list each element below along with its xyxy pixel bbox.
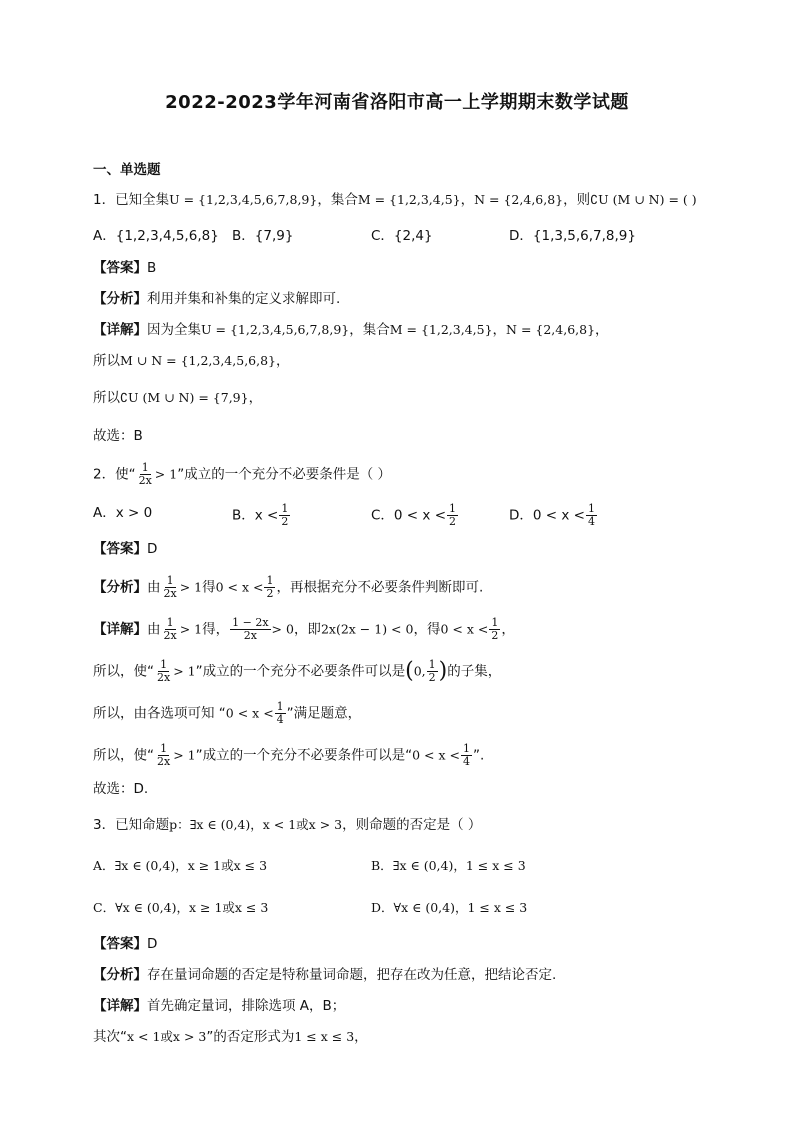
q2-detail-frac xyxy=(162,617,179,642)
frac-num: 1 xyxy=(166,616,174,629)
q2-interval-open: ( xyxy=(405,658,414,684)
q2-option-b-frac xyxy=(279,503,290,528)
q1-universal-set: U = {1,2,3,4,5,6,7,8,9} xyxy=(169,192,318,207)
q2-line3-text-2: ”满足题意， xyxy=(286,705,362,722)
q2-line2-text: 所以，使“ xyxy=(93,663,154,680)
frac-den: 2 xyxy=(428,671,436,684)
q2-detail-text-3: ，即 xyxy=(293,621,321,638)
q1-detail-line3 xyxy=(93,388,262,408)
q1-line3-text: 所以 xyxy=(93,390,120,406)
q2-line4-m: 0 < x < xyxy=(412,747,460,763)
q1-option-d: D．{1,3,5,6,7,8,9} xyxy=(509,228,636,244)
frac-den: 2x xyxy=(163,587,177,600)
q3-line2-m: x < 1或x > 3 xyxy=(127,1029,207,1044)
q3-stem-text: 3．已知命题 xyxy=(93,817,170,833)
frac-den: 4 xyxy=(587,515,595,528)
q2-line4-text-2: ”成立的一个充分不必要条件可以是“ xyxy=(195,747,413,764)
q2-detail-m3: 2x(2x − 1) < 0 xyxy=(320,621,414,637)
q2-line4-gt: > 1 xyxy=(173,747,196,763)
q2-line3-text: 所以，由各选项可知 “ xyxy=(93,705,226,722)
q1-detail-line2 xyxy=(93,351,290,371)
q2-analysis-m1: > 1 xyxy=(179,579,203,595)
q2-line2-gt: > 1 xyxy=(173,663,196,679)
q1-detail xyxy=(93,320,609,340)
q1-stem-sep: ， xyxy=(460,192,475,208)
answer-tag: 【答案】 xyxy=(93,541,147,557)
q3-option-c-text: C．∀x ∈ (0,4)，x ≥ 1或x ≤ 3 xyxy=(93,900,269,915)
q2-line4-frac xyxy=(155,743,172,768)
frac-den: 2x xyxy=(163,629,177,642)
answer-tag: 【答案】 xyxy=(93,936,147,952)
frac-num: 1 xyxy=(166,574,174,587)
q2-analysis-text: 由 xyxy=(147,579,161,596)
q3-option-a-text: A．∃x ∈ (0,4)，x ≥ 1或x ≤ 3 xyxy=(93,858,268,873)
q2-detail-sep: ， xyxy=(501,621,515,638)
q3-answer xyxy=(93,934,157,954)
q2-detail-frac2 xyxy=(230,617,270,642)
q1-detail-text-2: ，集合 xyxy=(349,322,390,338)
detail-tag: 【详解】 xyxy=(93,621,147,638)
q1-detail-set-m: M = {1,2,3,4,5} xyxy=(389,322,493,337)
frac-num: 1 xyxy=(160,658,168,671)
q3-line2-text: 其次“ xyxy=(93,1029,127,1045)
q2-answer-value: D xyxy=(147,541,158,557)
q3-stem-text-2: ，则命题的否定是（ ） xyxy=(342,817,482,833)
q2-line4-text: 所以，使“ xyxy=(93,747,154,764)
q2-line2-text-3: 的子集， xyxy=(447,663,502,680)
frac-den: 2x xyxy=(243,629,257,642)
q3-line2-sep: ， xyxy=(354,1029,368,1045)
q2-line4-quarter xyxy=(461,743,472,768)
q2-frac-den: 2x xyxy=(138,474,152,487)
section-heading: 一、单选题 xyxy=(93,162,161,178)
q1-option-b: B．{7,9} xyxy=(232,228,294,244)
frac-den: 2 xyxy=(266,587,274,600)
q2-analysis xyxy=(93,575,483,600)
q1-option-a: A．{1,2,3,4,5,6,8} xyxy=(93,228,219,244)
q3-detail xyxy=(93,996,345,1016)
q2-stem-text: 2．使“ xyxy=(93,466,136,483)
q3-line2-text-2: ”的否定形式为 xyxy=(206,1029,295,1045)
q2-stem xyxy=(93,462,391,487)
q2-line2-frac xyxy=(155,659,172,684)
frac-den: 4 xyxy=(276,713,284,726)
frac-den: 4 xyxy=(462,755,470,768)
q1-expression: ∁U (M ∪ N) = ( ) xyxy=(590,192,697,207)
frac-num: 1 xyxy=(491,616,499,629)
q2-detail-line4 xyxy=(93,743,484,768)
q2-option-d-frac xyxy=(586,503,597,528)
q2-option-d-text: D．0 < x < xyxy=(509,507,585,524)
q1-set-m: M = {1,2,3,4,5} xyxy=(357,192,461,207)
frac-den: 2 xyxy=(449,515,457,528)
frac-num: 1 xyxy=(281,502,289,515)
q2-detail xyxy=(93,617,515,642)
frac-den: 2x xyxy=(157,671,171,684)
q3-option-c xyxy=(93,898,268,918)
q2-fraction xyxy=(137,462,154,487)
detail-tag: 【详解】 xyxy=(93,322,147,338)
q2-answer xyxy=(93,539,157,559)
q2-option-b-text: B．x < xyxy=(232,507,279,524)
q2-option-a: A．x > 0 xyxy=(93,505,153,521)
q1-stem-text: 1．已知全集 xyxy=(93,192,170,208)
q2-frac-num: 1 xyxy=(141,461,149,474)
q3-option-b-text: B．∃x ∈ (0,4)，1 ≤ x ≤ 3 xyxy=(371,858,526,873)
q1-conclusion: 故选：B xyxy=(93,428,143,444)
frac-num: 1 xyxy=(587,502,595,515)
q1-set-n: N = {2,4,6,8} xyxy=(474,192,564,207)
q2-interval-close: ) xyxy=(438,658,448,684)
q3-analysis xyxy=(93,965,556,985)
q3-detail-line2 xyxy=(93,1027,368,1047)
q1-answer xyxy=(93,258,156,278)
q1-detail-text: 因为全集 xyxy=(147,322,201,338)
frac-den: 2 xyxy=(281,515,289,528)
q2-line2-text-2: ”成立的一个充分不必要条件可以是 xyxy=(195,663,406,680)
q1-line3-sep: ， xyxy=(248,390,263,406)
q1-option-c: C．{2,4} xyxy=(371,228,433,244)
q3-option-b xyxy=(371,856,526,876)
q1-detail-sep: ， xyxy=(492,322,507,338)
q2-interval-frac xyxy=(427,659,438,684)
q1-line2-text: 所以 xyxy=(93,353,120,369)
q2-detail-line2 xyxy=(93,659,501,684)
q1-complement: ∁U (M ∪ N) = {7,9} xyxy=(120,390,249,405)
frac-num: 1 xyxy=(462,742,470,755)
q2-detail-text-4: ，得 xyxy=(413,621,441,638)
q2-analysis-m2: 0 < x < xyxy=(215,579,264,595)
q3-analysis-text: 存在量词命题的否定是特称量词命题，把存在改为任意，把结论否定. xyxy=(147,967,557,983)
q3-detail-text: 首先确定量词，排除选项 A，B； xyxy=(147,998,346,1014)
q3-line2-m2: 1 ≤ x ≤ 3 xyxy=(294,1029,355,1044)
frac-num: 1 − 2x xyxy=(232,616,269,629)
page-title: 2022-2023学年河南省洛阳市高一上学期期末数学试题 xyxy=(165,92,629,113)
q3-option-a xyxy=(93,856,267,876)
analysis-tag: 【分析】 xyxy=(93,579,147,596)
q2-detail-text-2: 得， xyxy=(202,621,230,638)
q2-interval-zero: 0, xyxy=(413,663,426,679)
q3-option-d xyxy=(371,898,527,918)
frac-num: 1 xyxy=(266,574,274,587)
q1-analysis-text: 利用并集和补集的定义求解即可. xyxy=(147,291,341,307)
q3-answer-value: D xyxy=(147,936,158,952)
q2-detail-half xyxy=(489,617,500,642)
analysis-tag: 【分析】 xyxy=(93,967,147,983)
q2-analysis-text-2: 得 xyxy=(202,579,216,596)
q2-detail-text: 由 xyxy=(147,621,161,638)
q2-analysis-frac xyxy=(162,575,179,600)
detail-tag: 【详解】 xyxy=(93,998,147,1014)
q2-stem-text-2: ”成立的一个充分不必要条件是（ ） xyxy=(177,466,391,483)
q2-stem-gt: > 1 xyxy=(154,466,178,482)
q3-proposition: p：∃x ∈ (0,4)，x < 1或x > 3 xyxy=(169,817,343,832)
q2-option-c-frac xyxy=(447,503,458,528)
q1-union: M ∪ N = {1,2,3,4,5,6,8} xyxy=(120,353,276,368)
q3-option-d-text: D．∀x ∈ (0,4)，1 ≤ x ≤ 3 xyxy=(371,900,528,915)
q3-stem xyxy=(93,815,481,835)
analysis-tag: 【分析】 xyxy=(93,291,147,307)
q2-line3-m: 0 < x < xyxy=(225,705,274,721)
frac-num: 1 xyxy=(449,502,457,515)
frac-num: 1 xyxy=(428,658,436,671)
answer-tag: 【答案】 xyxy=(93,260,147,276)
q2-detail-m1: > 1 xyxy=(179,621,203,637)
q2-detail-m4: 0 < x < xyxy=(440,621,489,637)
q1-analysis xyxy=(93,289,340,309)
frac-num: 1 xyxy=(276,700,284,713)
q2-conclusion: 故选：D. xyxy=(93,781,149,797)
q1-answer-value: B xyxy=(147,260,157,276)
q1-line2-sep: ， xyxy=(276,353,290,369)
q2-option-c xyxy=(371,503,459,528)
q1-stem-text-3: ，则 xyxy=(563,192,591,208)
q1-stem xyxy=(93,190,697,210)
frac-den: 2x xyxy=(157,755,171,768)
frac-den: 2 xyxy=(491,629,499,642)
frac-num: 1 xyxy=(160,742,168,755)
q1-detail-universal: U = {1,2,3,4,5,6,7,8,9} xyxy=(201,322,350,337)
q1-stem-text-2: ，集合 xyxy=(317,192,358,208)
q2-detail-m2: > 0 xyxy=(271,621,294,637)
q2-line3-frac xyxy=(275,701,286,726)
q2-option-d xyxy=(509,503,598,528)
q1-detail-set-n: N = {2,4,6,8} xyxy=(506,322,596,337)
q2-line4-text-3: ”. xyxy=(472,747,485,764)
q2-option-c-text: C．0 < x < xyxy=(371,507,447,524)
q1-detail-sep-2: ， xyxy=(595,322,609,338)
q2-analysis-half xyxy=(264,575,275,600)
q2-analysis-text-3: ，再根据充分不必要条件判断即可. xyxy=(276,579,484,596)
q2-detail-line3 xyxy=(93,701,361,726)
q2-option-b xyxy=(232,503,291,528)
